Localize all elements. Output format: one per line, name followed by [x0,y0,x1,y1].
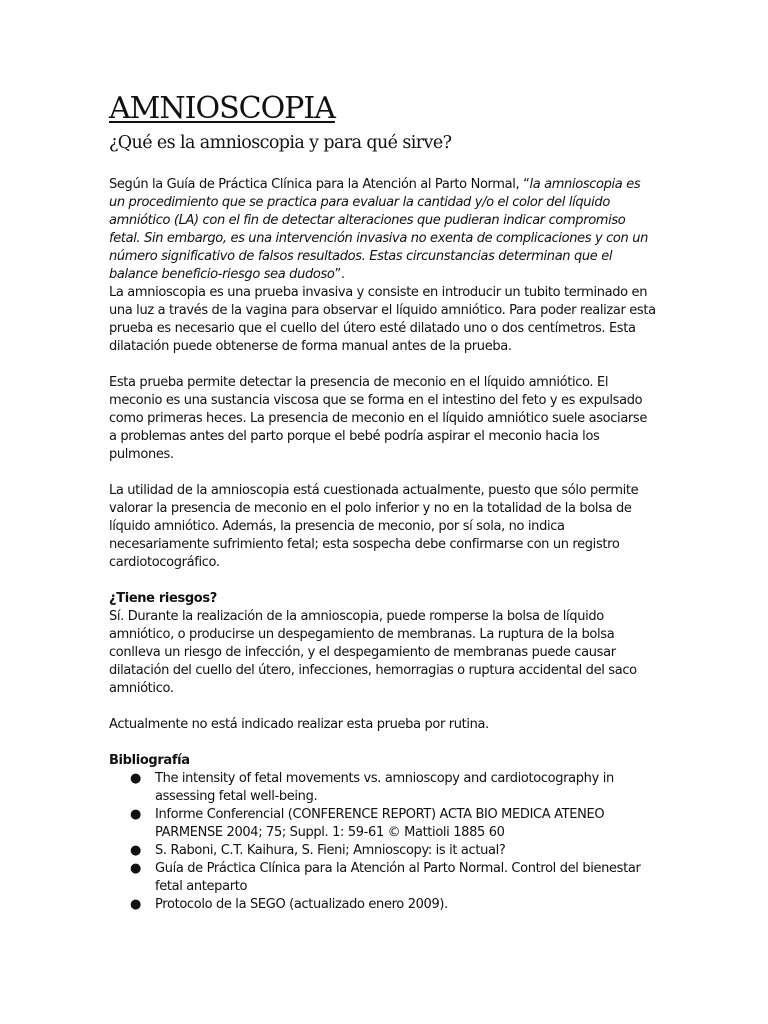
spacer [109,356,657,374]
bibliography-item-text: Protocolo de la SEGO (actualizado enero 2009). [155,897,448,912]
bullet-icon: ● [130,897,141,912]
intro-lead: Según la Guía de Práctica Clínica para la Atención al Parto Normal, “ [109,177,530,192]
bibliography-item [109,896,657,914]
page-subtitle: ¿Qué es la amnioscopia y para qué sirve? [109,133,452,153]
bibliography-item [109,860,657,896]
risks-paragraph: Sí. Durante la realización de la amnioscopia, puede romperse la bolsa de líquido amniótico, o producirse un despegamiento de membranas. La ruptura de la bolsa conlleva un riesgo de infección, y el despegamiento de membranas puede causar dilatación del cuello del útero, infecciones, hemorragias o ruptura accidental del saco amniótico. [109,609,637,696]
spacer [109,572,657,590]
bibliography-item-text: The intensity of fetal movements vs. amnioscopy and cardiotocography in assessing fetal well-being. [155,771,614,804]
bibliography-item [109,770,657,806]
page-title: AMNIOSCOPIA [109,91,335,126]
intro-quote: la amnioscopia es un procedimiento que se practica para evaluar la cantidad y/o el color del líquido amniótico (LA) con el fin de detectar alteraciones que pudieran indicar compromiso fetal. Sin embargo, es una intervención invasiva no exenta de complicaciones y con un número significativo de falsos resultados. Estas circunstancias determinan que el balance beneficio-riesgo sea dudoso [109,177,648,282]
bibliography-item [109,806,657,842]
spacer [109,698,657,716]
document-body [109,90,657,914]
bibliography-item-text: Guía de Práctica Clínica para la Atención al Parto Normal. Control del bienestar fetal anteparto [155,861,641,894]
meconium-paragraph: Esta prueba permite detectar la presencia de meconio en el líquido amniótico. El meconio es una sustancia viscosa que se forma en el intestino del feto y es expulsado como primeras heces. La presencia de meconio en el líquido amniótico suele asociarse a problemas antes del parto porque el bebé podría aspirar el meconio hacia los pulmones. [109,375,647,462]
bibliography-item-text: Informe Conferencial (CONFERENCE REPORT) ACTA BIO MEDICA ATENEO PARMENSE 2004; 75; Suppl. 1: 59-61 © Mattioli 1885 60 [155,807,605,840]
bibliography-list [109,770,657,914]
spacer [109,734,657,752]
bullet-icon: ● [130,843,141,858]
intro-close: ”. [334,267,345,282]
utility-paragraph: La utilidad de la amnioscopia está cuestionada actualmente, puesto que sólo permite valorar la presencia de meconio en el polo inferior y no en la totalidad de la bolsa de líquido amniótico. Además, la presencia de meconio, por sí sola, no indica necesariamente sufrimiento fetal; esta sospecha debe confirmarse con un registro cardiotocográfico. [109,483,639,570]
bullet-icon: ● [130,807,141,822]
procedure-paragraph: La amnioscopia es una prueba invasiva y consiste en introducir un tubito terminado en una luz a través de la vagina para observar el líquido amniótico. Para poder realizar esta prueba es necesario que el cuello del útero esté dilatado uno o dos centímetros. Esta dilatación puede obtenerse de forma manual antes de la prueba. [109,285,656,354]
bibliography-item [109,842,657,860]
bullet-icon: ● [130,861,141,876]
bibliography-item-text: S. Raboni, C.T. Kaihura, S. Fieni; Amnioscopy: is it actual? [155,843,506,858]
bullet-icon: ● [130,771,141,786]
risks-heading: ¿Tiene riesgos? [109,591,217,606]
routine-paragraph: Actualmente no está indicado realizar esta prueba por rutina. [109,717,489,732]
bibliography-heading: Bibliografía [109,753,190,768]
intro-paragraph [109,176,657,284]
spacer [109,464,657,482]
